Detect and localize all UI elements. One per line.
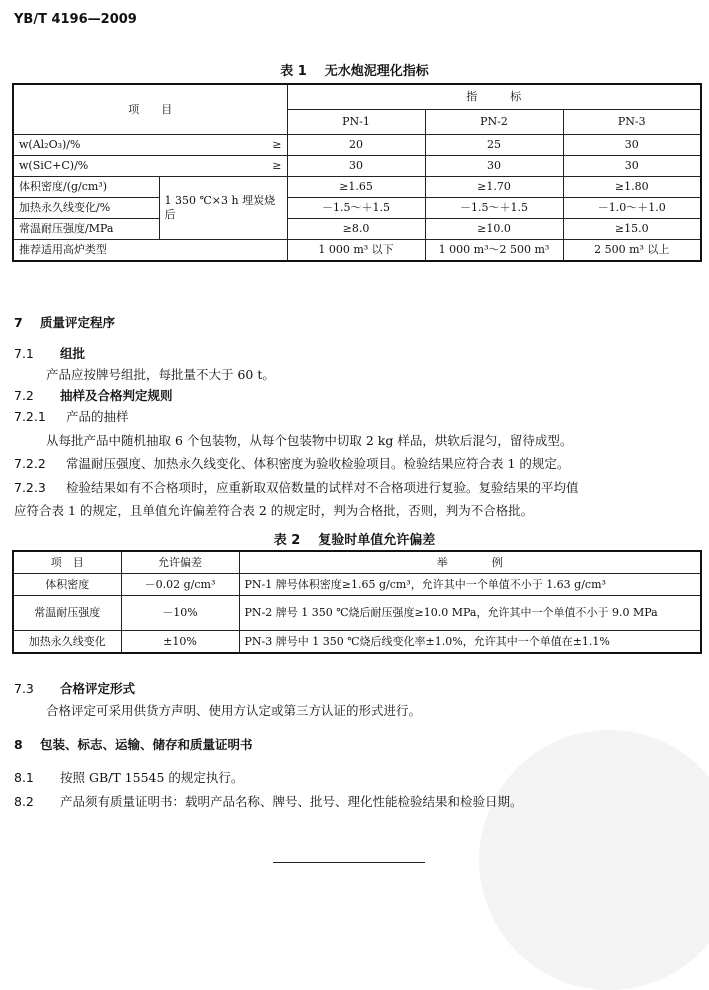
table1-cell: ≥10.0 — [425, 219, 563, 240]
table1-head-item: 项 目 — [13, 84, 287, 135]
table1-row — [13, 219, 701, 240]
table1-cell: 30 — [425, 156, 563, 177]
section-8-heading: 8 包装、标志、运输、储存和质量证明书 — [14, 737, 253, 752]
table1-row — [13, 135, 701, 156]
section-8-2: 8.2 产品须有质量证明书：载明产品名称、牌号、批号、理化性能检验结果和检验日期。 — [14, 794, 523, 809]
section-7-2-3-cont: 应符合表 1 的规定，且单值允许偏差符合表 2 的规定时，判为合格批，否则，判为不合格批。 — [14, 503, 534, 518]
table1-row-label: w(SiC+C)/% ≥ — [13, 156, 287, 177]
table1-cell: 2 500 m³ 以上 — [563, 240, 701, 262]
table2-dev: －10% — [121, 596, 239, 631]
table1-col-pn2: PN-2 — [425, 110, 563, 135]
table1-row — [13, 240, 701, 262]
section-7-2-1-heading: 7.2.1 产品的抽样 — [14, 409, 129, 424]
table2-header-row — [13, 551, 701, 574]
table1-row-label: w(Al₂O₃)/% ≥ — [13, 135, 287, 156]
table1-number: 表 1 — [280, 64, 307, 79]
section-7-1-heading: 7.1 组批 — [14, 346, 86, 361]
table1-cell: 30 — [563, 135, 701, 156]
section-7-2-1-text: 从每批产品中随机抽取 6 个包装物，从每个包装物中切取 2 kg 样品，烘软后混匀，留待成型。 — [46, 433, 573, 448]
table1-row-label: 常温耐压强度/MPa — [13, 219, 159, 240]
section-7-2-heading: 7.2 抽样及合格判定规则 — [14, 388, 173, 403]
table2-item: 加热永久线变化 — [13, 631, 121, 654]
table2-title: 复验时单值允许偏差 — [318, 533, 436, 548]
table1-title: 无水炮泥理化指标 — [324, 64, 429, 79]
table1-cell: 30 — [287, 156, 425, 177]
watermark-seal — [479, 730, 709, 990]
table1-row-label: 体积密度/(g/cm³) — [13, 177, 159, 198]
table1 — [12, 83, 702, 262]
table1-col-pn1: PN-1 — [287, 110, 425, 135]
section-7-2-3: 7.2.3 检验结果如有不合格项时，应重新取双倍数量的试样对不合格项进行复验。复验结果的平均值 — [14, 480, 579, 495]
section-7-3-text: 合格评定可采用供货方声明、使用方认定或第三方认证的形式进行。 — [46, 703, 422, 718]
table2-example: PN-2 牌号 1 350 ℃烧后耐压强度≥10.0 MPa，允许其中一个单值不小于 9.0 MPa — [239, 596, 701, 631]
table1-cell: ≥1.70 — [425, 177, 563, 198]
section-8-1: 8.1 按照 GB/T 15545 的规定执行。 — [14, 770, 244, 785]
table1-cell: 25 — [425, 135, 563, 156]
section-7-heading: 7 质量评定程序 — [14, 315, 116, 330]
table2 — [12, 550, 702, 654]
table1-caption — [0, 60, 709, 79]
table2-caption — [0, 529, 709, 548]
table2-head-dev: 允许偏差 — [121, 551, 239, 574]
table1-row-label: 加热永久线变化/% — [13, 198, 159, 219]
table1-row-label: 推荐适用高炉类型 — [13, 240, 287, 262]
table1-row — [13, 156, 701, 177]
table1-cell: ≥1.65 — [287, 177, 425, 198]
table1-cell: －1.5～＋1.5 — [425, 198, 563, 219]
table1-cell: ≥1.80 — [563, 177, 701, 198]
table1-row — [13, 177, 701, 198]
table2-number: 表 2 — [273, 533, 301, 548]
table1-cell: 1 000 m³ 以下 — [287, 240, 425, 262]
table2-dev: －0.02 g/cm³ — [121, 574, 239, 596]
table1-cell: 30 — [563, 156, 701, 177]
standard-code: YB/T 4196—2009 — [14, 12, 137, 27]
table1-cell: －1.0～＋1.0 — [563, 198, 701, 219]
table1-cell: ≥15.0 — [563, 219, 701, 240]
section-7-3-heading: 7.3 合格评定形式 — [14, 681, 136, 696]
table2-dev: ±10% — [121, 631, 239, 654]
table2-example: PN-3 牌号中 1 350 ℃烧后线变化率±1.0%，允许其中一个单值在±1.1% — [239, 631, 701, 654]
table1-condition: 1 350 ℃×3 h 埋炭烧后 — [159, 177, 287, 240]
table2-example: PN-1 牌号体积密度≥1.65 g/cm³，允许其中一个单值不小于 1.63 g/cm³ — [239, 574, 701, 596]
table1-cell: －1.5～＋1.5 — [287, 198, 425, 219]
table2-row — [13, 574, 701, 596]
end-rule — [273, 862, 425, 863]
section-7-2-2: 7.2.2 常温耐压强度、加热永久线变化、体积密度为验收检验项目。检验结果应符合表 1 的规定。 — [14, 456, 570, 471]
table2-item: 体积密度 — [13, 574, 121, 596]
table2-item: 常温耐压强度 — [13, 596, 121, 631]
table2-head-example: 举 例 — [239, 551, 701, 574]
table1-cell: ≥8.0 — [287, 219, 425, 240]
table2-row — [13, 596, 701, 631]
table1-cell: 20 — [287, 135, 425, 156]
table2-row — [13, 631, 701, 654]
table2-head-item: 项 目 — [13, 551, 121, 574]
table1-header-row — [13, 84, 701, 110]
table1-col-pn3: PN-3 — [563, 110, 701, 135]
section-7-1-text: 产品应按牌号组批，每批量不大于 60 t。 — [46, 367, 275, 382]
table1-cell: 1 000 m³～2 500 m³ — [425, 240, 563, 262]
table1-row — [13, 198, 701, 219]
table1-head-index: 指 标 — [287, 84, 701, 110]
